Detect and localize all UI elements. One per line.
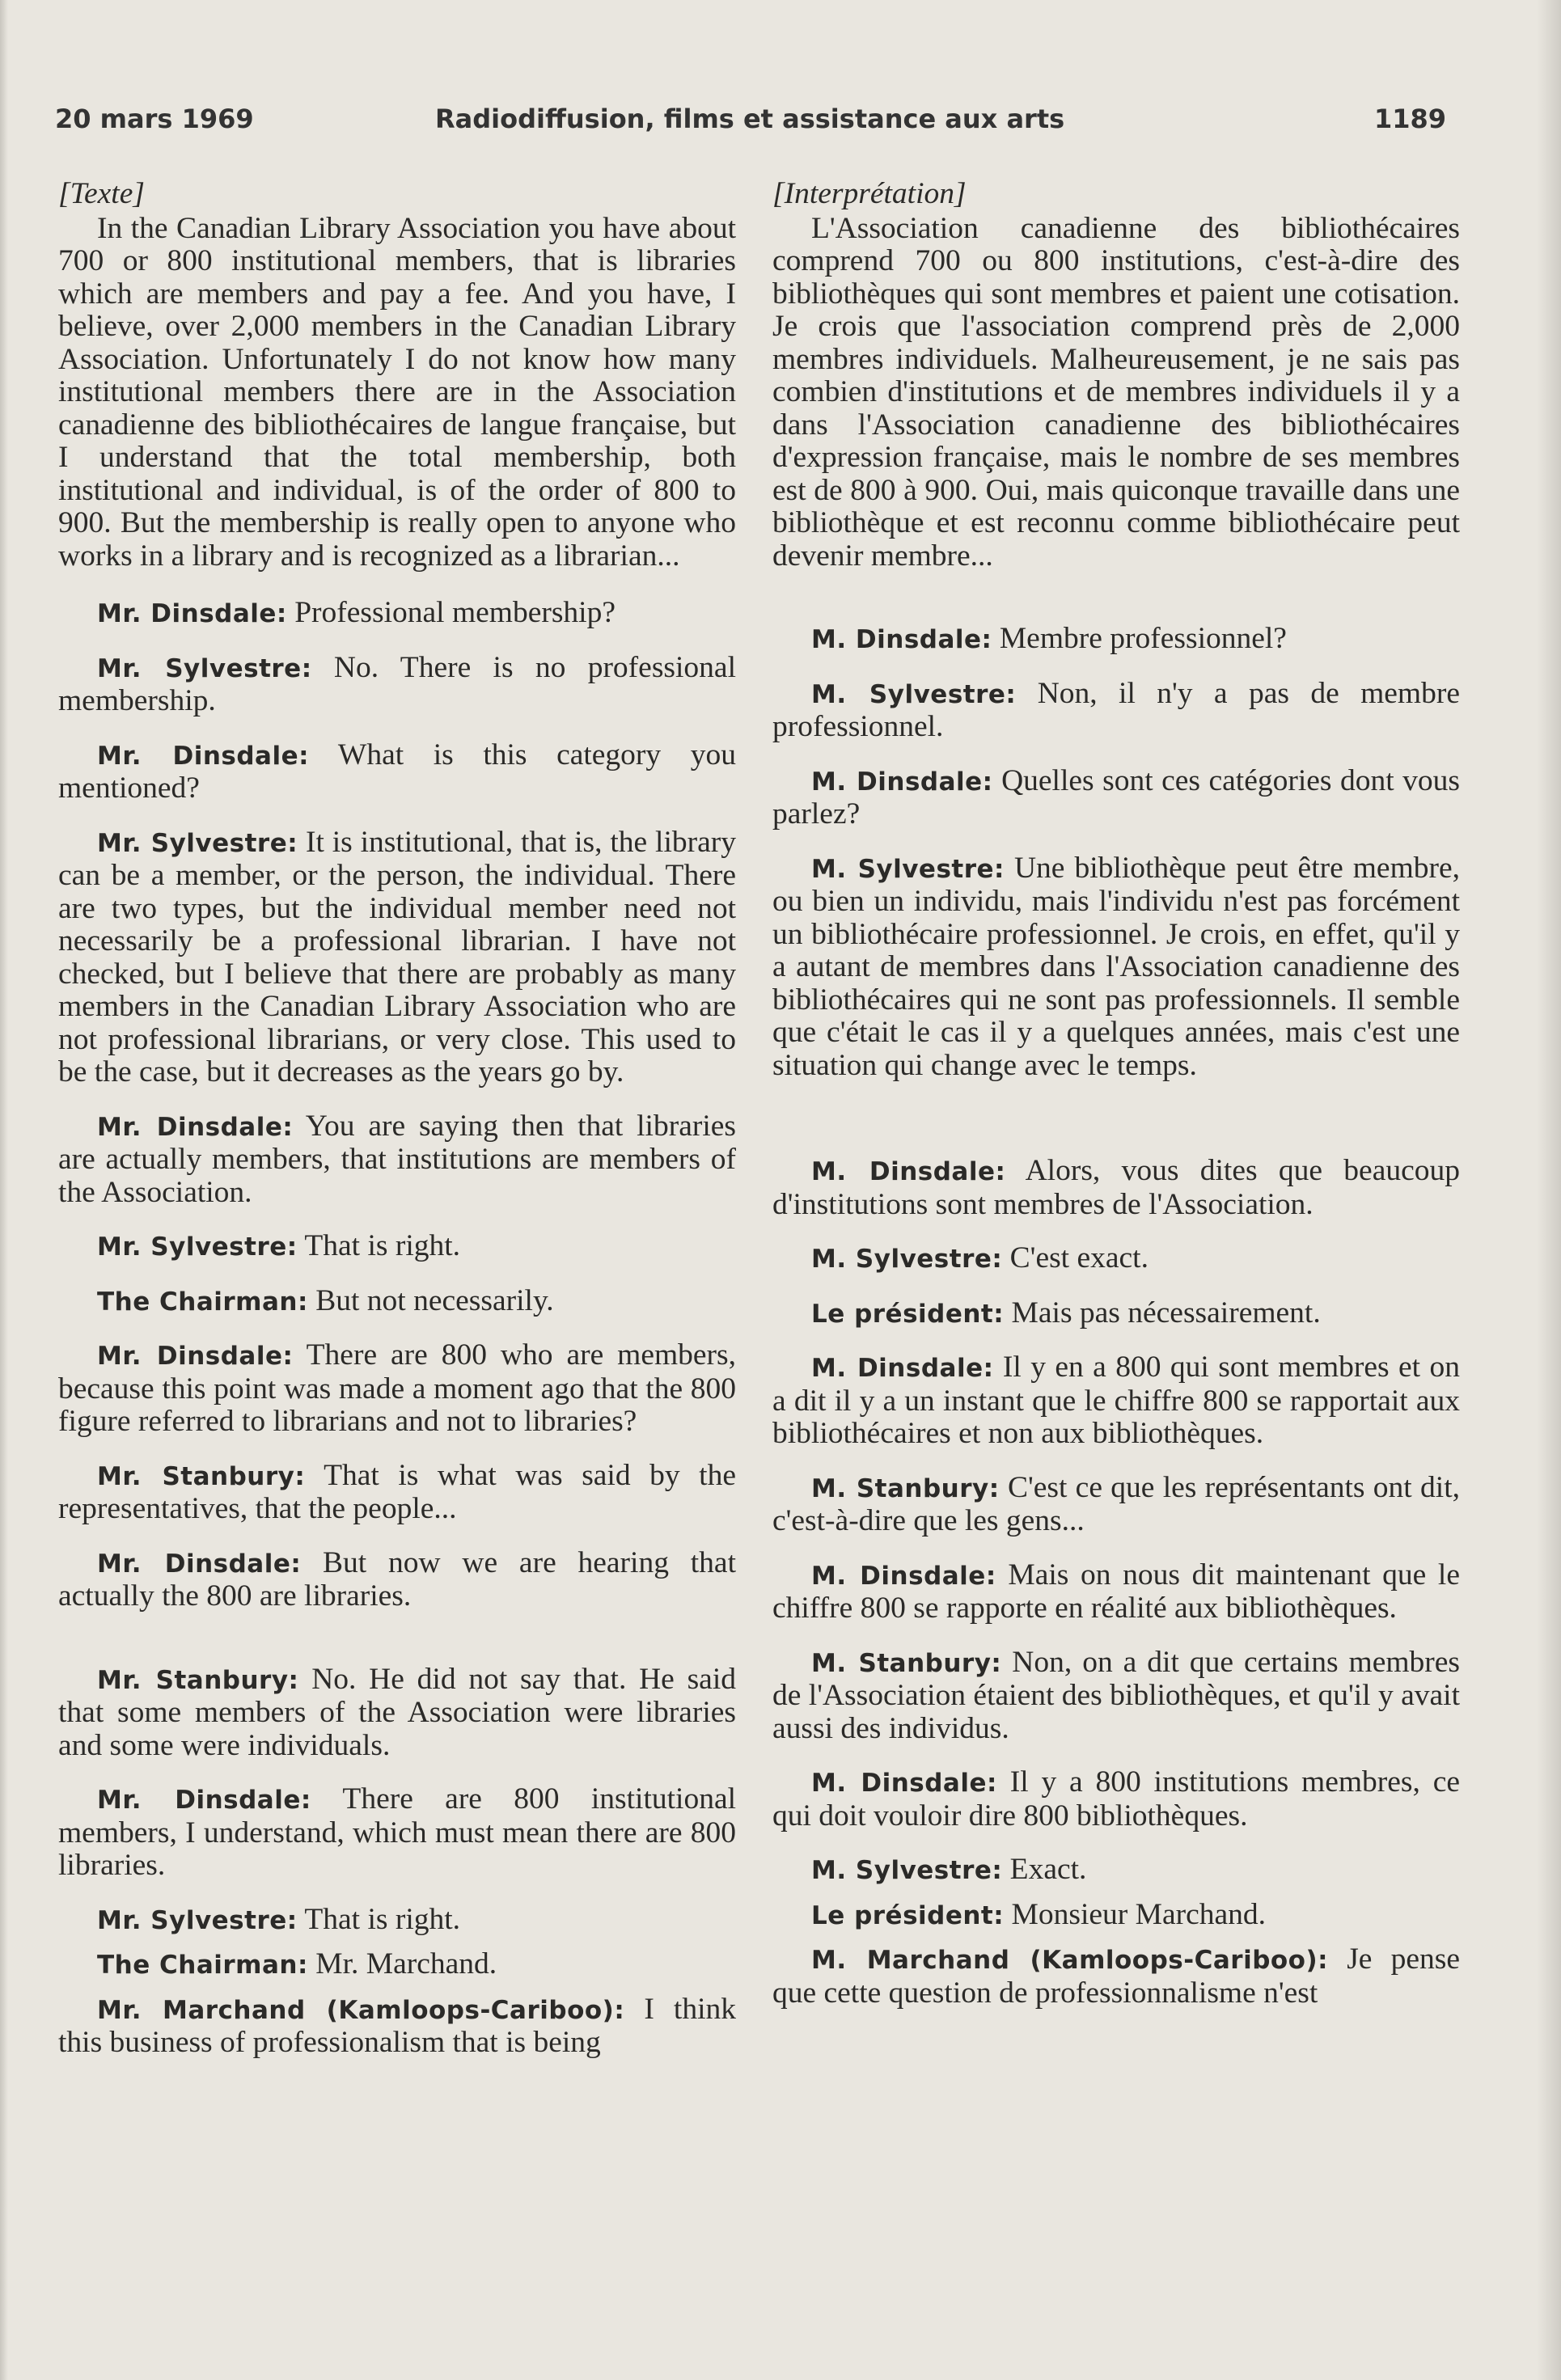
paragraph: M. Stanbury: Non, on a dit que certains membres de l'Association étaient des bibliothèques, et qu'il y avait aussi des individus. xyxy=(772,1645,1460,1745)
paragraph: Mr. Marchand (Kamloops-Cariboo): I think this business of professionalism that is being xyxy=(58,1992,736,2059)
speaker: M. Sylvestre: xyxy=(811,854,1005,884)
paragraph: Mr. Dinsdale: There are 800 who are members, because this point was made a moment ago that the 800 figure referred to librarians and not to libraries? xyxy=(58,1338,736,1438)
paragraph: Mr. Dinsdale: You are saying then that libraries are actually members, that institutions are members of the Association. xyxy=(58,1109,737,1209)
speaker: Mr. Dinsdale: xyxy=(97,599,287,628)
paragraph: Mr. Dinsdale: But now we are hearing that actually the 800 are libraries. xyxy=(58,1545,736,1613)
header-title: Radiodiffusion, films et assistance aux arts xyxy=(435,104,1065,134)
speaker: M. Stanbury: xyxy=(811,1648,1002,1678)
paragraph: M. Sylvestre: Non, il n'y a pas de membre professionnel. xyxy=(772,676,1460,743)
paragraph: The Chairman: Mr. Marchand. xyxy=(97,1947,497,1981)
speaker: M. Dinsdale: xyxy=(811,1769,997,1798)
speaker: Le président: xyxy=(811,1299,1005,1329)
speaker: M. Dinsdale: xyxy=(811,1157,1006,1186)
speaker: Mr. Stanbury: xyxy=(97,1461,306,1491)
paragraph: M. Dinsdale: Il y en a 800 qui sont membres et on a dit il y a un instant que le chiffre 800 se rapportait aux bibliothécaires et non aux bibliothèques. xyxy=(772,1351,1460,1450)
paragraph: Mr. Sylvestre: That is right. xyxy=(97,1902,461,1936)
paragraph: Mr. Dinsdale: There are 800 institutional members, I understand, which must mean there are 800 libraries. xyxy=(58,1782,737,1882)
speaker: The Chairman: xyxy=(97,1951,308,1980)
speaker: Mr. Sylvestre: xyxy=(97,1905,298,1935)
page-left-edge xyxy=(0,0,8,2380)
speaker: Mr. Dinsdale: xyxy=(97,741,310,771)
paragraph: M. Stanbury: C'est ce que les représentants ont dit, c'est-à-dire que les gens... xyxy=(772,1470,1460,1537)
page-right-edge xyxy=(1537,0,1561,2380)
header-date: 20 mars 1969 xyxy=(55,104,254,134)
paragraph: M. Sylvestre: Une bibliothèque peut être membre, ou bien un individu, mais l'individu n'est pas forcément un bibliothécaire professionnel. Je crois, en effet, qu'il y a autant de membres dans l'Association canadienne des bibliothécaires qui ne sont pas professionnels. Il semble que c'était le cas il y a quelques années, mais c'est une situation qui change avec le temps. xyxy=(772,851,1461,1082)
french-column xyxy=(772,178,1460,2031)
speaker: M. Marchand (Kamloops-Cariboo): xyxy=(811,1946,1329,1975)
paragraph: M. Dinsdale: Quelles sont ces catégories dont vous parlez? xyxy=(772,763,1460,831)
speaker: Mr. Dinsdale: xyxy=(97,1549,302,1579)
speaker: M. Sylvestre: xyxy=(811,1245,1003,1274)
paragraph: The Chairman: But not necessarily. xyxy=(97,1283,554,1317)
speaker: Mr. Dinsdale: xyxy=(97,1342,294,1371)
paragraph: Mr. Sylvestre: That is right. xyxy=(97,1229,461,1262)
paragraph: M. Sylvestre: Exact. xyxy=(811,1853,1087,1886)
paragraph: Mr. Dinsdale: What is this category you mentioned? xyxy=(58,738,736,805)
page-number: 1189 xyxy=(1373,104,1446,134)
speaker: M. Dinsdale: xyxy=(811,1561,996,1591)
paragraph: Le président: Monsieur Marchand. xyxy=(811,1897,1267,1931)
speaker: M. Sylvestre: xyxy=(811,679,1017,709)
paragraph: M. Dinsdale: Mais on nous dit maintenant que le chiffre 800 se rapporte en réalité aux bibliothèques. xyxy=(772,1558,1460,1625)
speaker: Mr. Sylvestre: xyxy=(97,828,298,858)
paragraph: M. Dinsdale: Membre professionnel? xyxy=(811,622,1287,655)
paragraph: Le président: Mais pas nécessairement. xyxy=(811,1296,1321,1330)
paragraph: M. Dinsdale: Il y a 800 institutions membres, ce qui doit vouloir dire 800 bibliothèques. xyxy=(772,1765,1460,1833)
section-tag: [Interprétation] xyxy=(772,177,967,210)
speaker: Mr. Stanbury: xyxy=(97,1665,299,1695)
speaker: M. Dinsdale: xyxy=(811,1354,994,1383)
paragraph: Mr. Sylvestre: It is institutional, that is, the library can be a member, or the person, the individual. There are two types, but the individual member need not necessarily be a professional librarian. I have not checked, but I believe that there are probably as many members in the Canadian Library Association who are not professional librarians, or very close. This used to be the case, but it decreases as the years go by. xyxy=(58,825,736,1089)
speaker: Mr. Dinsdale: xyxy=(97,1786,311,1815)
speaker: M. Dinsdale: xyxy=(811,767,993,797)
english-column xyxy=(58,178,736,2081)
paragraph: Mr. Stanbury: No. He did not say that. He said that some members of the Association were libraries and some were individuals. xyxy=(58,1662,736,1762)
section-tag: [Texte] xyxy=(58,177,145,210)
speaker: Mr. Sylvestre: xyxy=(97,1232,298,1262)
speaker: Mr. Marchand (Kamloops-Cariboo): xyxy=(97,1995,625,2025)
paragraph: Mr. Stanbury: That is what was said by the representatives, that the people... xyxy=(58,1458,736,1525)
speaker: M. Sylvestre: xyxy=(811,1856,1003,1885)
running-header xyxy=(55,104,1446,144)
paragraph: Mr. Dinsdale: Professional membership? xyxy=(97,596,616,629)
paragraph: M. Sylvestre: C'est exact. xyxy=(811,1241,1149,1275)
paragraph: In the Canadian Library Association you have about 700 or 800 institutional members, that is libraries which are members and pay a fee. And you have, I believe, over 2,000 members in the Canadian Library Association. Unfortunately I do not know how many institutional members there are in the Association canadienne des bibliothécaires de langue française, but I understand that the total membership, both institutional and individual, is of the order of 800 to 900. But the membership is really open to anyone who works in a library and is recognized as a librarian... xyxy=(58,211,736,573)
paragraph: M. Marchand (Kamloops-Cariboo): Je pense que cette question de professionnalisme n'est xyxy=(772,1942,1460,2010)
speaker: Mr. Dinsdale: xyxy=(97,1112,294,1142)
paragraph: M. Dinsdale: Alors, vous dites que beaucoup d'institutions sont membres de l'Association. xyxy=(772,1154,1460,1221)
speaker: M. Dinsdale: xyxy=(811,625,992,654)
paragraph: Mr. Sylvestre: No. There is no professional membership. xyxy=(58,650,736,717)
speaker: Mr. Sylvestre: xyxy=(97,653,312,683)
speaker: Le président: xyxy=(811,1900,1005,1930)
speaker: M. Stanbury: xyxy=(811,1473,1000,1503)
paragraph: L'Association canadienne des bibliothécaires comprend 700 ou 800 institutions, c'est-à-dire des bibliothèques qui sont membres et paient une cotisation. Je crois que l'association comprend près de 2,000 membres individuels. Malheureusement, je ne sais pas combien d'institutions et de membres individuels il y a dans l'Association canadienne des bibliothécaires d'expression française, mais le nombre de ses membres est de 800 à 900. Oui, mais quiconque travaille dans une bibliothèque et est reconnu comme bibliothécaire peut devenir membre... xyxy=(772,211,1460,573)
speaker: The Chairman: xyxy=(97,1287,308,1317)
